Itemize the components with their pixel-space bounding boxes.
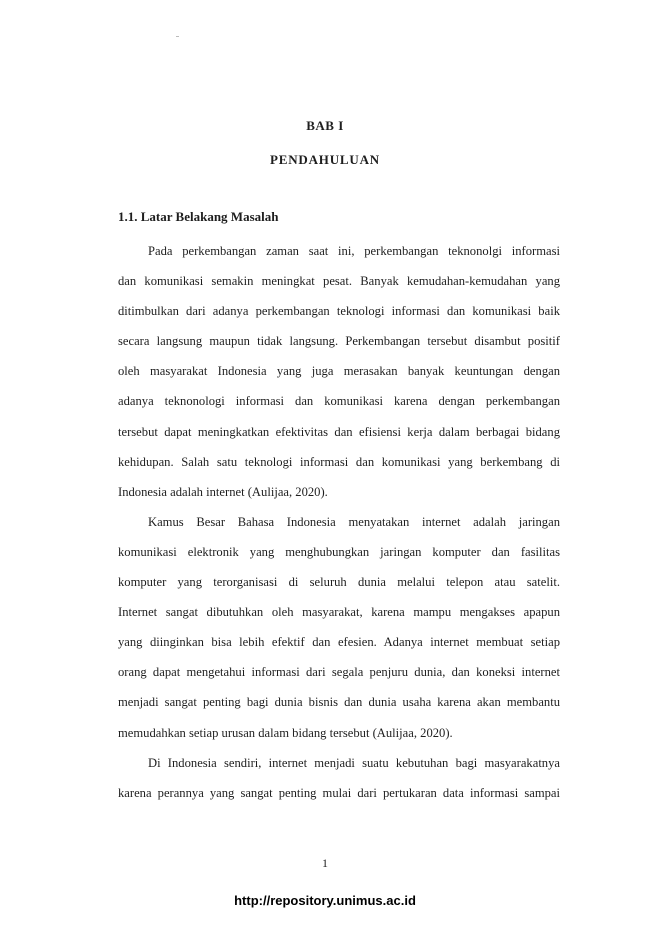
- paragraph-line: orang dapat mengetahui informasi dari segala penjuru dunia, dan koneksi internet: [118, 665, 560, 680]
- page-number: 1: [322, 856, 328, 870]
- paragraph-line: Di Indonesia sendiri, internet menjadi suatu kebutuhan bagi masyarakatnya: [148, 755, 560, 770]
- paragraph-line: komunikasi elektronik yang menghubungkan jaringan komputer dan fasilitas: [118, 544, 560, 559]
- paragraph-line: Pada perkembangan zaman saat ini, perkembangan teknonolgi informasi: [148, 244, 560, 258]
- paragraph-line: memudahkan setiap urusan dalam bidang tersebut (Aulijaa, 2020).: [118, 725, 453, 740]
- body-text: [118, 236, 560, 808]
- paragraph-line: Kamus Besar Bahasa Indonesia menyatakan internet adalah jaringan: [148, 514, 560, 529]
- paragraph-line: adanya teknonologi informasi dan komunikasi karena dengan perkembangan: [118, 394, 560, 409]
- paragraph-line: karena perannya yang sangat penting mulai dari pertukaran data informasi sampai: [118, 785, 560, 800]
- chapter-number: BAB I: [306, 118, 344, 133]
- paragraph-line: Indonesia adalah internet (Aulijaa, 2020).: [118, 484, 328, 499]
- paragraph-line: yang diinginkan bisa lebih efektif dan efesien. Adanya internet membuat setiap: [118, 635, 560, 650]
- chapter-title: PENDAHULUAN: [270, 152, 380, 167]
- paragraph-line: tersebut dapat meningkatkan efektivitas dan efisiensi kerja dalam berbagai bidang: [118, 424, 560, 439]
- paragraph-line: ditimbulkan dari adanya perkembangan teknologi informasi dan komunikasi baik: [118, 304, 560, 319]
- paragraph-line: kehidupan. Salah satu teknologi informasi dan komunikasi yang berkembang di: [118, 454, 560, 469]
- scan-artifact: [176, 36, 179, 37]
- section-heading: 1.1. Latar Belakang Masalah: [118, 209, 279, 224]
- paragraph-line: secara langsung maupun tidak langsung. Perkembangan tersebut disambut positif: [118, 334, 560, 349]
- paragraph-line: Internet sangat dibutuhkan oleh masyarakat, karena mampu mengakses apapun: [118, 605, 560, 620]
- paragraph-line: oleh masyarakat Indonesia yang juga merasakan banyak keuntungan dengan: [118, 364, 560, 379]
- paragraph-line: menjadi sangat penting bagi dunia bisnis dan dunia usaha karena akan membantu: [118, 695, 560, 710]
- paragraph-line: dan komunikasi semakin meningkat pesat. Banyak kemudahan-kemudahan yang: [118, 274, 560, 289]
- repository-link[interactable]: http://repository.unimus.ac.id: [234, 893, 416, 908]
- paragraph-line: komputer yang terorganisasi di seluruh dunia melalui telepon atau satelit.: [118, 575, 560, 590]
